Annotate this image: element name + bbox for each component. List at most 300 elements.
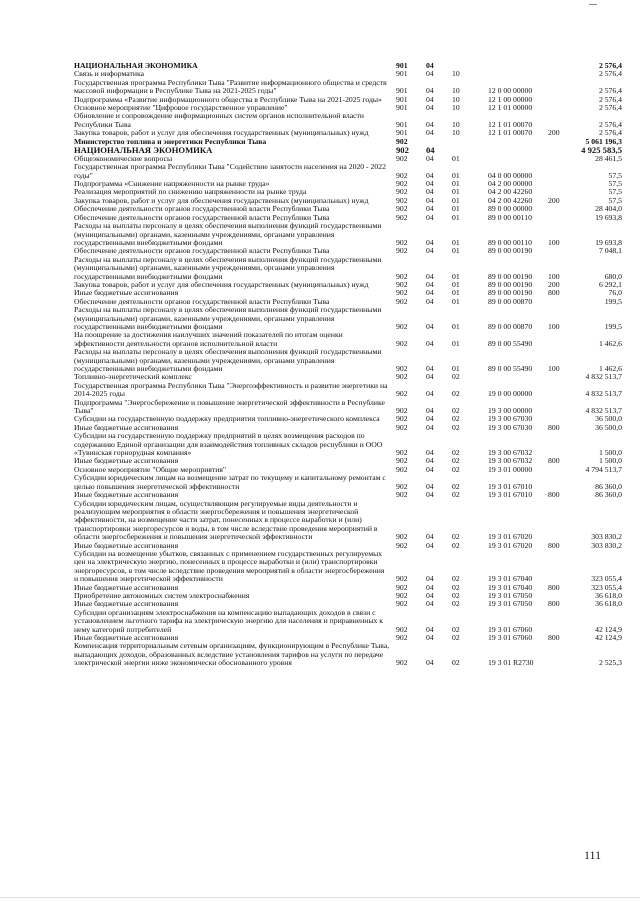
row-target-article: 04 2 00 42260	[488, 188, 533, 197]
row-ministry-code: 902	[396, 247, 408, 256]
table-row	[74, 424, 622, 432]
row-target-article: 19 3 01 67040	[488, 583, 533, 592]
row-expense-type: 800	[548, 289, 560, 298]
row-target-article: 19 3 01 67040	[488, 574, 533, 584]
row-section-code: 04	[426, 415, 434, 424]
row-target-article	[488, 155, 548, 163]
row-ministry-code: 902	[396, 180, 408, 189]
row-subsection-code: 02	[452, 457, 460, 466]
row-name: Связь и информатика	[74, 70, 145, 79]
row-ministry-code: 902	[396, 465, 408, 474]
row-ministry-code: 902	[396, 624, 408, 634]
row-ministry-code: 902	[396, 600, 408, 609]
table-row	[74, 222, 622, 247]
row-expense-type: 200	[548, 196, 560, 205]
row-amount: 1 500,0	[598, 448, 622, 458]
row-section-code: 04	[426, 465, 434, 474]
row-name: Закупка товаров, работ и услуг для обеспечения государственных (муниципальных) нужд	[74, 280, 369, 289]
row-subsection-code: 01	[452, 180, 460, 189]
row-ministry-code: 901	[396, 129, 408, 138]
row-ministry-code: 902	[396, 457, 408, 466]
row-expense-type: 100	[548, 271, 560, 281]
table-row	[74, 146, 622, 155]
row-name: Государственная программа Республики Тыва "Содействие занятости населения на 2020 - 2022 годы"	[74, 163, 386, 180]
row-subsection-code: 01	[452, 170, 460, 180]
row-target-article: 19 0 00 00000	[488, 389, 533, 399]
row-target-article: 89 0 00 00190	[488, 247, 533, 256]
row-ministry-code: 901	[396, 119, 408, 129]
row-amount: 4 794 513,7	[585, 465, 622, 474]
row-amount: 303 830,2	[591, 541, 622, 550]
table-row	[74, 155, 622, 163]
table-row	[74, 180, 622, 188]
row-section-code: 04	[426, 457, 434, 466]
row-subsection-code: 01	[452, 271, 460, 281]
row-target-article: 19 3 01 67020	[488, 532, 533, 542]
row-target-article: 12 1 01 00070	[488, 119, 533, 129]
row-expense-type: 800	[548, 491, 560, 500]
row-subsection-code: 02	[452, 465, 460, 474]
row-amount: 2 576,4	[598, 104, 622, 113]
row-expense-type	[548, 79, 574, 96]
row-subsection-code: 02	[452, 415, 460, 424]
row-ministry-code: 902	[396, 280, 408, 289]
row-subsection-code: 10	[452, 104, 460, 113]
row-amount: 2 576,4	[598, 86, 622, 96]
row-amount: 4 832 513,7	[585, 373, 622, 382]
row-section-code: 04	[426, 574, 434, 584]
table-row	[74, 399, 622, 416]
row-subsection-code: 01	[452, 338, 460, 348]
row-section-code: 04	[426, 624, 434, 634]
row-section-code: 04	[426, 170, 434, 180]
row-amount: 57,5	[608, 170, 622, 180]
row-section-code: 04	[426, 600, 434, 609]
row-target-article: 19 3 01 67010	[488, 491, 533, 500]
row-subsection-code: 02	[452, 541, 460, 550]
row-subsection-code	[452, 62, 488, 70]
row-amount: 2 576,4	[598, 119, 622, 129]
row-ministry-code: 902	[396, 591, 408, 600]
row-name: Иные бюджетные ассигнования	[74, 423, 179, 432]
table-row	[74, 550, 622, 584]
row-amount: 57,5	[608, 196, 622, 205]
row-amount: 1 500,0	[598, 457, 622, 466]
row-expense-type: 100	[548, 237, 560, 247]
row-ministry-code: 902	[396, 321, 408, 331]
row-expense-type	[548, 331, 574, 348]
row-target-article: 12 0 00 00000	[488, 86, 533, 96]
row-target-article	[488, 70, 548, 78]
row-ministry-code: 902	[396, 415, 408, 424]
table-row	[74, 634, 622, 642]
row-ministry-code: 902	[396, 373, 408, 382]
row-amount: 28 461,5	[595, 154, 622, 163]
row-ministry-code: 902	[396, 481, 408, 491]
row-section-code: 04	[426, 247, 434, 256]
row-expense-type: 800	[548, 541, 560, 550]
table-row	[74, 474, 622, 491]
row-subsection-code: 01	[452, 213, 460, 222]
row-name: Иные бюджетные ассигнования	[74, 600, 179, 609]
row-section-code: 04	[426, 289, 434, 298]
row-name: Субсидии юридическим лицам на возмещение затрат по текущему и капитальному ремонтам с целью повышения энергетической эффективности	[74, 474, 386, 491]
row-expense-type: 200	[548, 129, 560, 138]
row-expense-type: 800	[548, 634, 560, 643]
table-row	[74, 62, 622, 70]
table-row	[74, 642, 622, 667]
row-target-article	[488, 373, 548, 381]
row-name: Субсидии организациям электроснабжения на компенсацию выпадающих доходов в связи с установлением льготного тарифа на электрическую энергию для населения и приравненных к нему категорий потребителей	[74, 608, 384, 634]
row-name: Основное мероприятие "Цифровое государственное управление"	[74, 104, 288, 113]
row-name: Приобретение автономных систем электроснабжения	[74, 591, 250, 600]
row-section-code: 04	[426, 104, 434, 113]
row-expense-type	[548, 70, 574, 78]
table-row	[74, 542, 622, 550]
row-expense-type	[548, 188, 574, 196]
row-subsection-code	[452, 146, 488, 155]
row-section-code: 04	[426, 532, 434, 542]
row-target-article: 19 3 01 67050	[488, 600, 533, 609]
row-ministry-code: 902	[396, 188, 408, 197]
row-subsection-code: 01	[452, 205, 460, 214]
row-target-article: 04 0 00 00000	[488, 170, 533, 180]
row-ministry-code: 902	[396, 448, 408, 458]
table-row	[74, 138, 622, 146]
table-row	[74, 188, 622, 196]
row-name: Обновление и сопровождение информационных систем органов исполнительной власти Республики Тыва	[74, 112, 364, 129]
row-ministry-code: 902	[396, 154, 408, 163]
row-section-code: 04	[426, 634, 434, 643]
row-amount: 6 292,1	[598, 280, 622, 289]
row-name: Обеспечение деятельности органов государственной власти Республики Тыва	[74, 297, 330, 306]
row-subsection-code: 10	[452, 70, 460, 79]
row-target-article: 04 2 00 00000	[488, 180, 533, 189]
row-name: НАЦИОНАЛЬНАЯ ЭКОНОМИКА	[74, 146, 213, 155]
row-amount: 680,0	[604, 271, 622, 281]
table-row	[74, 289, 622, 297]
row-target-article: 19 3 01 67050	[488, 591, 533, 600]
row-section-code: 04	[426, 70, 434, 79]
row-amount: 2 576,4	[598, 70, 622, 79]
row-amount: 36 500,0	[595, 415, 622, 424]
row-amount: 323 055,4	[591, 574, 622, 584]
table-row	[74, 592, 622, 600]
row-ministry-code: 902	[396, 364, 408, 374]
row-target-article: 89 0 00 00870	[488, 297, 533, 306]
row-section-code: 04	[426, 338, 434, 348]
table-row	[74, 129, 622, 137]
row-ministry-code: 902	[396, 541, 408, 550]
row-target-article: 19 3 01 00000	[488, 465, 533, 474]
row-amount: 199,5	[604, 297, 622, 306]
row-section-code: 04	[426, 321, 434, 331]
row-section-code: 04	[426, 86, 434, 96]
row-target-article: 89 0 00 55490	[488, 338, 533, 348]
row-subsection-code: 02	[452, 406, 460, 416]
row-name: Подпрограмма «Снижение напряженности на рынке труда»	[74, 180, 270, 189]
table-row	[74, 584, 622, 592]
table-row	[74, 197, 622, 205]
row-target-article: 89 0 00 00190	[488, 289, 533, 298]
row-ministry-code: 902	[396, 634, 408, 643]
row-amount: 1 462,6	[598, 364, 622, 374]
row-ministry-code: 901	[396, 95, 408, 104]
row-section-code: 04	[426, 297, 434, 306]
row-amount: 76,0	[608, 289, 622, 298]
row-name: Расходы на выплаты персоналу в целях обеспечения выполнения функций государственными (муниципальными) органами, казенными учреждениями, органами управления государственными внебюджетными фондами	[74, 255, 382, 281]
row-subsection-code: 02	[452, 658, 460, 668]
table-row	[74, 457, 622, 465]
row-ministry-code: 902	[396, 196, 408, 205]
row-subsection-code: 02	[452, 624, 460, 634]
row-name: Расходы на выплаты персоналу в целях обеспечения выполнения функций государственными (муниципальными) органами, казенными учреждениями, органами управления государственными внебюджетными фондами	[74, 222, 382, 247]
row-ministry-code: 902	[396, 297, 408, 306]
row-ministry-code: 902	[396, 146, 409, 155]
row-target-article: 19 3 00 67030	[488, 415, 533, 424]
row-target-article: 89 0 00 00000	[488, 205, 533, 214]
row-section-code	[426, 138, 452, 146]
row-name: Государственная программа Республики Тыва "Энергоэффективность и развитие энергетики на 2014-2025 годы	[74, 381, 388, 399]
row-name: Топливно-энергетический комплекс	[74, 373, 192, 382]
row-expense-type	[548, 609, 574, 634]
row-ministry-code: 902	[396, 271, 408, 281]
row-expense-type	[548, 112, 574, 129]
row-amount: 323 055,4	[591, 583, 622, 592]
row-section-code: 04	[426, 129, 434, 138]
row-subsection-code: 02	[452, 481, 460, 491]
row-amount: 2 576,4	[598, 62, 622, 70]
table-row	[74, 500, 622, 542]
row-subsection-code: 02	[452, 583, 460, 592]
row-amount: 2 525,3	[598, 658, 622, 668]
row-name: Субсидии юридическим лицам, осуществляющим регулируемые виды деятельности и реализующим мероприятия в области энергосбережения и повышения энергетической эффективности, на возмещение части затрат, понесенных в процессе выработки и (или) транспортировки энергоресурсов и воды, в том числе вследствие проведения мероприятий в области энергосбережения и повышения энергетической эффективности	[74, 499, 378, 542]
row-name: Субсидии на государственную поддержку предприятия топливно-энергетического комплекса	[74, 415, 380, 424]
row-ministry-code: 901	[396, 62, 408, 70]
row-target-article: 19 3 01 67060	[488, 624, 533, 634]
row-section-code: 04	[426, 583, 434, 592]
row-target-article: 19 3 01 67010	[488, 481, 533, 491]
row-name: Расходы на выплаты персоналу в целях обеспечения выполнения функций государственными (муниципальными) органами, казенными учреждениями, органами управления государственными внебюджетными фондами	[74, 348, 382, 374]
row-name: Иные бюджетные ассигнования	[74, 541, 179, 550]
row-amount: 19 693,8	[595, 213, 622, 222]
row-target-article	[488, 146, 548, 155]
row-target-article: 19 3 01 67020	[488, 541, 533, 550]
row-subsection-code: 02	[452, 389, 460, 399]
row-amount: 28 404,0	[595, 205, 622, 214]
row-section-code: 04	[426, 389, 434, 399]
row-ministry-code: 902	[396, 213, 408, 222]
row-target-article	[488, 62, 548, 70]
row-target-article: 04 2 00 42260	[488, 196, 533, 205]
row-section-code: 04	[426, 541, 434, 550]
row-target-article: 12 1 01 00070	[488, 129, 533, 138]
table-row	[74, 432, 622, 457]
row-ministry-code: 901	[396, 104, 408, 113]
row-subsection-code	[452, 138, 488, 146]
row-section-code: 04	[426, 180, 434, 189]
row-expense-type	[548, 432, 574, 457]
row-name: Иные бюджетные ассигнования	[74, 457, 179, 466]
row-target-article: 12 1 01 00000	[488, 104, 533, 113]
row-target-article	[488, 138, 548, 146]
row-ministry-code: 902	[396, 583, 408, 592]
row-expense-type	[548, 373, 574, 381]
row-subsection-code: 02	[452, 532, 460, 542]
row-target-article: 19 3 00 67032	[488, 457, 533, 466]
row-name: Закупка товаров, работ и услуг для обеспечения государственных (муниципальных) нужд	[74, 129, 369, 138]
row-ministry-code: 901	[396, 70, 408, 79]
row-amount: 57,5	[608, 188, 622, 197]
row-ministry-code: 902	[396, 338, 408, 348]
table-row	[74, 104, 622, 112]
table-row	[74, 306, 622, 331]
row-subsection-code: 02	[452, 591, 460, 600]
row-target-article: 19 3 00 67032	[488, 448, 533, 458]
row-expense-type: 800	[548, 423, 560, 432]
row-amount: 42 124,9	[595, 634, 622, 643]
row-section-code: 04	[426, 237, 434, 247]
row-subsection-code: 02	[452, 423, 460, 432]
row-section-code: 04	[426, 205, 434, 214]
row-target-article: 89 0 00 00110	[488, 237, 532, 247]
row-section-code: 04	[426, 188, 434, 197]
row-expense-type	[548, 146, 574, 155]
row-target-article: 89 0 00 55490	[488, 364, 533, 374]
row-name: Подпрограмма "Энергосбережение и повышение энергетической эффективности в Республике Тыва"	[74, 398, 385, 416]
row-ministry-code: 902	[396, 574, 408, 584]
row-section-code: 04	[426, 658, 434, 668]
row-ministry-code: 902	[396, 137, 408, 146]
row-expense-type	[548, 592, 574, 600]
table-row	[74, 331, 622, 348]
row-subsection-code: 01	[452, 297, 460, 306]
row-name: Расходы на выплаты персоналу в целях обеспечения выполнения функций государственными (муниципальными) органами, казенными учреждениями, органами управления государственными внебюджетными фондами	[74, 306, 382, 331]
row-name: Иные бюджетные ассигнования	[74, 491, 179, 500]
row-section-code: 04	[426, 448, 434, 458]
row-expense-type	[548, 474, 574, 491]
row-subsection-code: 01	[452, 280, 460, 289]
row-ministry-code: 901	[396, 86, 408, 96]
table-row	[74, 415, 622, 423]
row-expense-type: 100	[548, 321, 560, 331]
row-name: Государственная программа Республики Тыва "Развитие информационного общества и средств массовой информации в Республике Тыва на 2021-2025 годы"	[74, 78, 387, 96]
row-name: Подпрограмма «Развитие информационного общества в Республике Тыва на 2021-2025 годы»	[74, 95, 382, 104]
row-expense-type: 800	[548, 600, 560, 609]
row-expense-type	[548, 415, 574, 423]
row-expense-type	[548, 62, 574, 70]
row-expense-type: 800	[548, 583, 560, 592]
row-name: Иные бюджетные ассигнования	[74, 583, 179, 592]
row-expense-type	[548, 180, 574, 188]
row-name: На поощрение за достижения наилучших значений показателей по итогам оценки эффективности деятельности органов исполнительной власти	[74, 331, 343, 348]
row-subsection-code: 01	[452, 289, 460, 298]
row-target-article: 19 3 00 67030	[488, 423, 533, 432]
row-expense-type	[548, 163, 574, 180]
row-subsection-code: 01	[452, 321, 460, 331]
row-section-code: 04	[426, 423, 434, 432]
row-subsection-code: 01	[452, 188, 460, 197]
row-ministry-code: 902	[396, 406, 408, 416]
row-expense-type: 100	[548, 364, 560, 374]
row-subsection-code: 02	[452, 574, 460, 584]
row-amount: 4 832 513,7	[585, 389, 622, 399]
row-ministry-code: 902	[396, 491, 408, 500]
budget-table	[74, 62, 622, 668]
row-expense-type	[548, 500, 574, 542]
row-name: Министерство топлива и энергетики Республики Тыва	[74, 137, 267, 146]
row-section-code: 04	[426, 591, 434, 600]
row-amount: 7 048,1	[598, 247, 622, 256]
row-amount: 57,5	[608, 180, 622, 189]
row-amount: 4 925 583,5	[581, 146, 622, 155]
page-number: 111	[584, 848, 602, 862]
row-name: Основное мероприятие "Общие мероприятия"	[74, 465, 227, 474]
row-section-code: 04	[426, 146, 435, 155]
corner-mark	[589, 4, 597, 5]
row-amount: 86 360,0	[595, 481, 622, 491]
table-row	[74, 466, 622, 474]
row-section-code: 04	[426, 213, 434, 222]
table-row	[74, 214, 622, 222]
row-amount: 36 500,0	[595, 423, 622, 432]
row-subsection-code: 01	[452, 364, 460, 374]
row-name: Обеспечение деятельности органов государственной власти Республики Тыва	[74, 213, 330, 222]
row-name: НАЦИОНАЛЬНАЯ ЭКОНОМИКА	[74, 62, 198, 70]
row-section-code: 04	[426, 364, 434, 374]
row-name: Общеэкономические вопросы	[74, 154, 173, 163]
row-ministry-code: 902	[396, 170, 408, 180]
row-target-article: 19 3 01 R2730	[488, 658, 534, 668]
row-section-code: 04	[426, 271, 434, 281]
row-expense-type	[548, 96, 574, 104]
row-ministry-code: 902	[396, 205, 408, 214]
row-subsection-code: 01	[452, 237, 460, 247]
table-row	[74, 163, 622, 180]
table-row	[74, 600, 622, 608]
row-section-code: 04	[426, 119, 434, 129]
row-ministry-code: 902	[396, 658, 408, 668]
row-expense-type	[548, 382, 574, 399]
row-section-code: 04	[426, 491, 434, 500]
row-name: Субсидии на государственную поддержку предприятий в целях возмещения расходов по содержанию Единой организации для взаимодействия топливных складов республики и ООО «Тувинская горнорудная компания»	[74, 432, 383, 458]
row-target-article: 89 0 00 00190	[488, 280, 533, 289]
row-subsection-code: 10	[452, 119, 460, 129]
row-expense-type	[548, 138, 574, 146]
row-name: Компенсация территориальным сетевым организациям, функционирующим в Республике Тыва, выпадающих доходов, образованных вследствие установления тарифов на услуги по передаче электрической энергии ниже экономически обоснованного уровня	[74, 642, 390, 668]
row-subsection-code: 02	[452, 634, 460, 643]
row-subsection-code: 02	[452, 600, 460, 609]
row-ministry-code: 902	[396, 289, 408, 298]
bottom-rule	[0, 897, 640, 898]
row-target-article: 89 0 00 00870	[488, 321, 533, 331]
row-name: Субсидии на возмещение убытков, связанных с применением государственных регулируемых цен на электрическую энергию, понесенных в процессе выработки и (или) транспортировки энергоресурсов, в том числе вследствие проведения мероприятий в области энергосбережения и повышения энергетической эффективности	[74, 549, 385, 584]
row-expense-type	[548, 247, 574, 255]
table-row	[74, 205, 622, 213]
row-amount: 19 693,8	[595, 237, 622, 247]
row-expense-type: 800	[548, 457, 560, 466]
row-subsection-code: 10	[452, 95, 460, 104]
row-subsection-code: 10	[452, 129, 460, 138]
row-amount: 86 360,0	[595, 491, 622, 500]
table-row	[74, 373, 622, 381]
budget-rows	[74, 62, 622, 668]
table-row	[74, 79, 622, 96]
table-row	[74, 96, 622, 104]
row-subsection-code: 02	[452, 491, 460, 500]
table-row	[74, 256, 622, 281]
table-row	[74, 491, 622, 499]
